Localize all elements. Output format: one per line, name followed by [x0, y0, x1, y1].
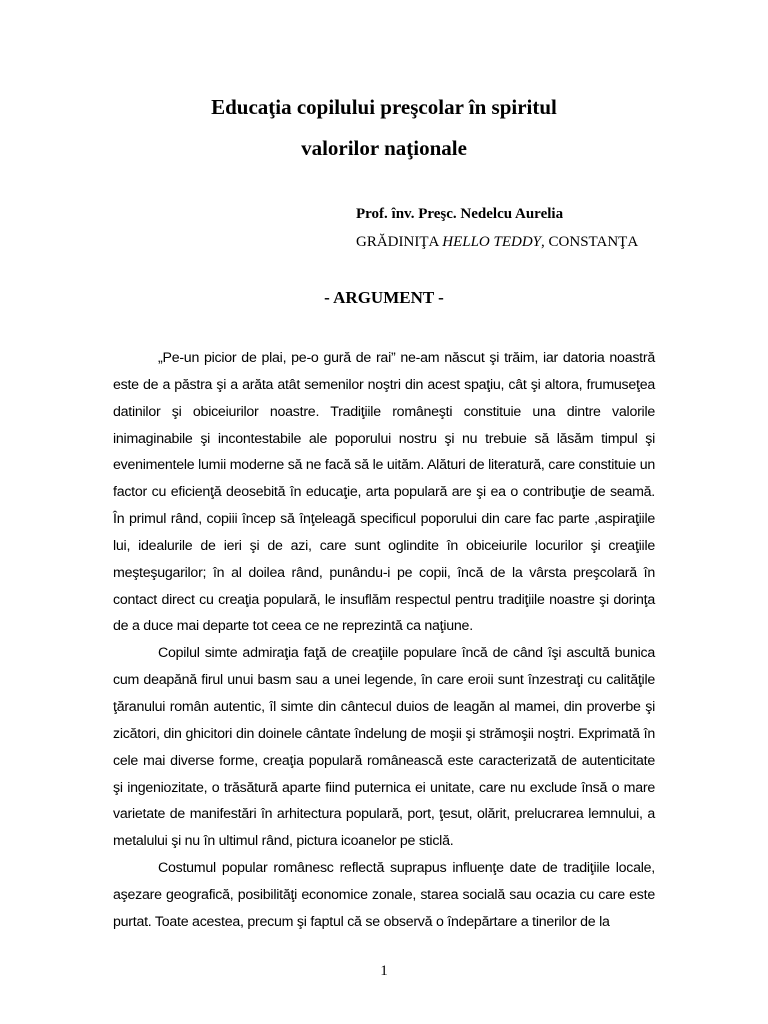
- affiliation-suffix: , CONSTANŢA: [541, 234, 639, 250]
- affiliation-prefix: GRĂDINIŢA: [356, 234, 443, 250]
- page-number: 1: [380, 963, 388, 979]
- author-name: Prof. înv. Preşc. Nedelcu Aurelia: [356, 206, 564, 222]
- paragraph: Copilul simte admiraţia faţă de creaţiile populare încă de când îşi ascultă bunica cum deapănă firul unui basm sau a unei legende, în care eroii sunt înzestraţi cu calităţile ţăranului român autentic, îl simte din cântecul duios de leagăn al mamei, din proverbe şi zicători, din ghicitori din doinele cântate îndelung de moşii şi strămoşii noştri. Exprimată în cele mai diverse forme, creaţia populară românească este caracterizată de autenticitate şi ingeniozitate, o trăsătură aparte fiind puternica ei unitate, care nu exclude însă o mare varietate de manifestări în arhitectura populară, port, ţesut, olărit, prelucrarea lemnului, a metalului şi nu în ultimul rând, pictura icoanelor pe sticlă.: [113, 645, 655, 850]
- paragraph: „Pe-un picior de plai, pe-o gură de rai” ne-am născut şi trăim, iar datoria noastră este de a păstra şi a arăta atât semenilor noştri din acest spaţiu, cât şi altora, frumuseţea datinilor şi obiceiurilor noastre. Tradiţiile româneşti constituie una dintre valorile inimaginabile şi incontestabile ale poporului nostru şi nu trebuie să lăsăm timpul şi evenimentele lumii moderne să ne facă să le uităm. Alături de literatură, care constituie un factor cu eficienţă deosebită în educaţie, arta populară are şi ea o contribuţie de seamă. În primul rând, copiii încep să înţeleagă specificul poporului din care fac parte ,aspiraţiile lui, idealurile de ieri şi de azi, care sunt oglindite în obiceiurile locurilor şi creaţiile meşteşugarilor; în al doilea rând, punându-i pe copii, încă de la vârsta preşcolară în contact direct cu creaţia populară, le insuflăm respectul pentru tradiţiile noastre şi dorinţa de a duce mai departe tot ceea ce ne reprezintă ca naţiune.: [113, 350, 655, 635]
- document-title-line2: valorilor naţionale: [301, 136, 467, 160]
- document-body: [113, 345, 655, 936]
- document-title-line1: Educaţia copilului preşcolar în spiritul: [211, 95, 557, 119]
- paragraph: Costumul popular românesc reflectă suprapus influenţe date de tradiţiile locale, aşezare geografică, posibilităţi economice zonale, starea socială sau ocazia cu care este purtat. Toate acestea, precum şi faptul că se observă o îndepărtare a tinerilor de la: [113, 860, 655, 930]
- author-affiliation: [356, 233, 638, 251]
- section-heading: - ARGUMENT -: [324, 288, 444, 307]
- kindergarten-name: HELLO TEDDY: [442, 234, 542, 250]
